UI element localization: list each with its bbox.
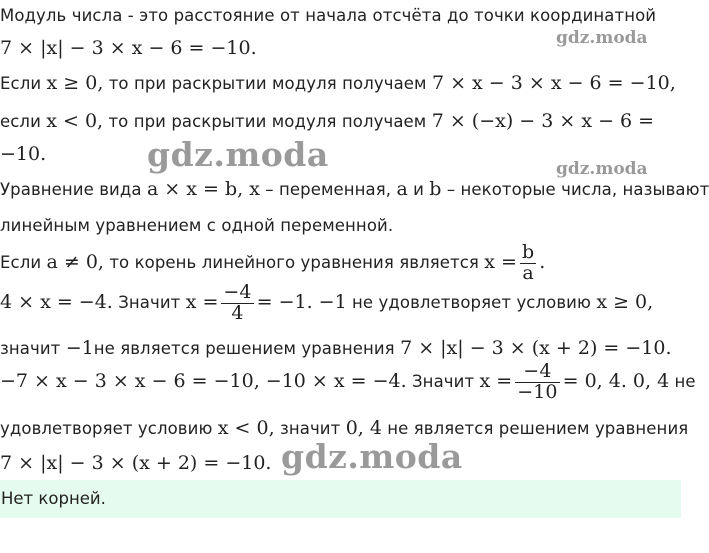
text-line (0, 283, 653, 324)
math-expression: x = (484, 250, 517, 273)
text-segment: не является решением уравнения (93, 339, 401, 358)
text-line (0, 243, 545, 284)
fraction-denominator: a (520, 263, 536, 284)
text-segment: не (669, 371, 696, 391)
math-expression: x = (185, 290, 219, 313)
math-expression: 7 × |x| − 3 × x − 6 = −10. (0, 37, 257, 59)
text-segment: значит (0, 339, 66, 358)
math-expression: b (429, 178, 442, 200)
text-line (0, 178, 709, 200)
math-expression: 0, 4 (345, 417, 382, 439)
watermark: gdz.moda (147, 135, 329, 174)
text-segment: Модуль числа - это расстояние от начала отсчёта до точки координатной (0, 6, 657, 25)
text-line (0, 417, 688, 439)
text-segment: то при раскрытии модуля получаем (103, 112, 432, 131)
text-segment: Уравнение вида (0, 180, 147, 199)
text-segment: не является решением уравнения (381, 419, 689, 438)
math-expression: x ≥ 0, (46, 72, 104, 94)
math-expression: −1 (65, 337, 94, 359)
text-segment: Если (0, 252, 47, 272)
fraction (520, 243, 536, 284)
text-segment: не удовлетворяет условию (346, 292, 597, 312)
text-line (0, 337, 672, 359)
text-segment: линейным уравнением с одной переменной. (0, 216, 394, 235)
math-expression: = 0, 4. 0, 4 (562, 369, 670, 392)
math-expression: 7 × (−x) − 3 × x − 6 = (431, 110, 655, 132)
text-segment: и (407, 180, 430, 199)
answer-box (0, 480, 681, 518)
watermark: gdz.moda (556, 159, 648, 179)
text-segment: если (0, 112, 47, 131)
math-expression: a ≠ 0, (46, 250, 104, 273)
fraction-denominator: 4 (221, 303, 253, 324)
fraction-numerator: b (521, 241, 535, 263)
math-expression: a × x = b, x (146, 178, 260, 200)
text-segment: – некоторые числа, называют (441, 180, 709, 199)
fraction (515, 362, 559, 403)
math-expression: −10. (0, 143, 47, 165)
text-segment: то корень линейного уравнения является (103, 252, 485, 272)
math-expression: x < 0, (46, 110, 104, 132)
text-line (0, 216, 393, 235)
math-expression: 7 × x − 3 × x − 6 = −10, (431, 72, 676, 94)
fraction-numerator: −4 (523, 360, 552, 382)
fraction-numerator: −4 (223, 281, 252, 303)
text-segment: Если (0, 74, 47, 93)
text-segment: – переменная, (259, 180, 397, 199)
text-line (0, 362, 696, 403)
math-expression: = −1. −1 (256, 290, 347, 313)
math-expression: 7 × |x| − 3 × (x + 2) = −10. (400, 337, 672, 359)
text-line (0, 452, 271, 474)
text-segment: удовлетворяет условию (0, 419, 218, 438)
math-expression: −7 × x − 3 × x − 6 = −10, −10 × x = −4. (0, 369, 407, 392)
math-expression: x ≥ 0, (596, 290, 654, 313)
fraction-denominator: −10 (517, 380, 558, 403)
text-segment: Значит (112, 292, 186, 312)
answer-text: Нет корней. (1, 489, 106, 508)
math-expression: a (396, 178, 408, 200)
math-expression: 4 × x = −4. (0, 290, 113, 313)
text-line (0, 110, 654, 132)
watermark: gdz.moda (281, 437, 463, 476)
fraction (221, 283, 253, 324)
text-line (0, 72, 676, 94)
math-expression: . (539, 250, 546, 273)
watermark: gdz.moda (556, 28, 648, 48)
text-segment: то при раскрытии модуля получаем (103, 74, 432, 93)
math-expression: x < 0, (217, 417, 275, 439)
text-line (0, 6, 656, 25)
math-expression: x = (479, 369, 513, 392)
text-segment: Значит (406, 371, 480, 391)
text-segment: значит (274, 419, 346, 438)
text-line (0, 143, 46, 165)
text-line (0, 37, 257, 59)
math-expression: 7 × |x| − 3 × (x + 2) = −10. (0, 452, 272, 474)
